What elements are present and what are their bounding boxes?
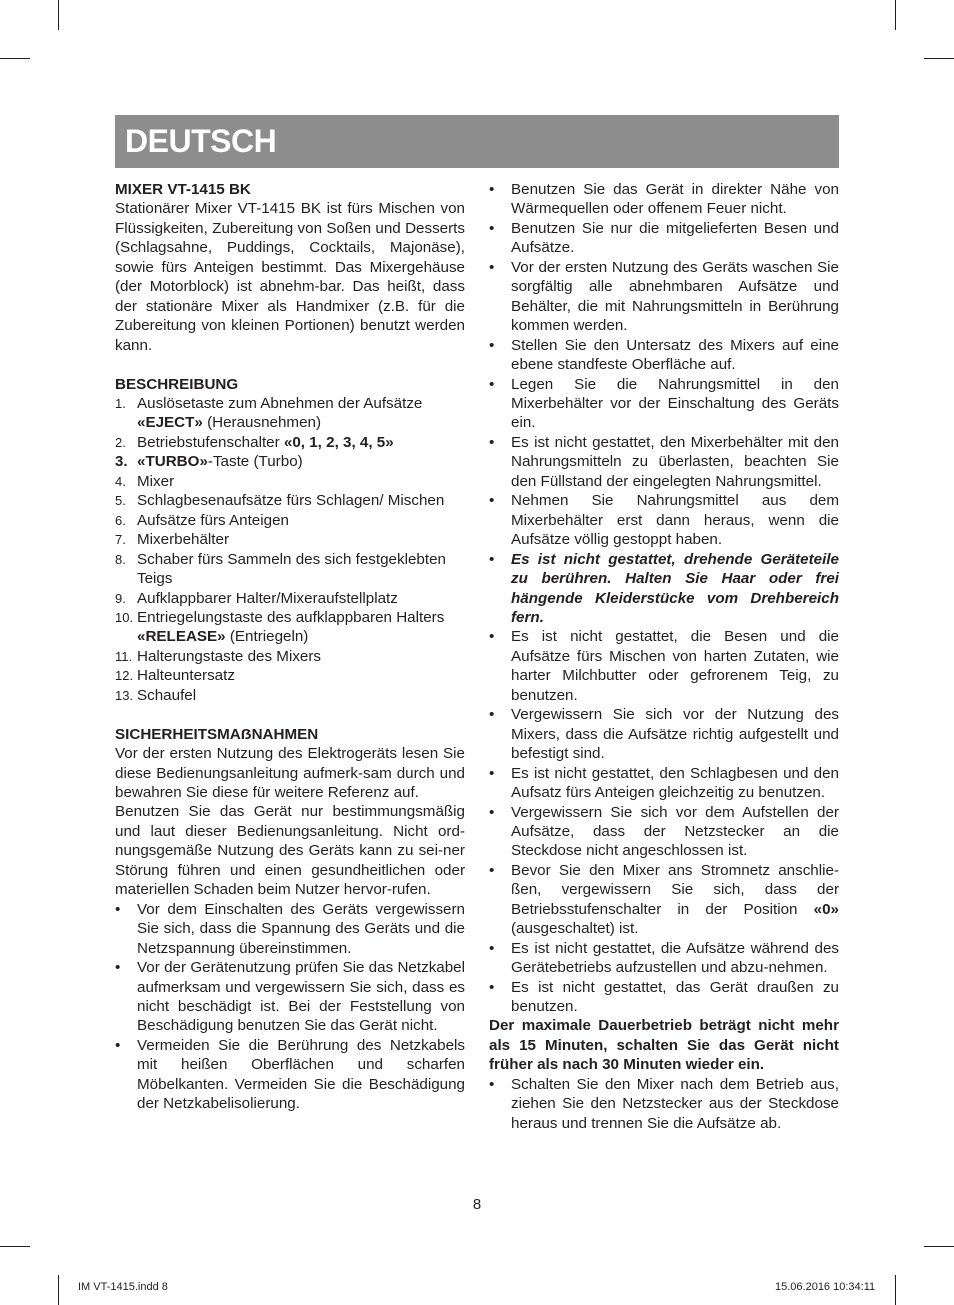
description-item bbox=[115, 666, 465, 685]
bullet-text: Stellen Sie den Untersatz des Mixers auf eine ebene standfeste Oberfläche auf. bbox=[511, 336, 839, 374]
item-number: 1. bbox=[115, 395, 126, 411]
page-title: DEUTSCH bbox=[125, 123, 277, 159]
bullet-marker: • bbox=[489, 764, 495, 782]
footer-datetime: 15.06.2016 10:34:11 bbox=[775, 1281, 876, 1293]
item-text: Betriebstufenschalter bbox=[137, 433, 284, 451]
safety-heading: SICHERHEITSMAẞNAHMEN bbox=[115, 725, 319, 743]
bullet-item bbox=[115, 900, 465, 958]
description-item bbox=[115, 530, 465, 549]
safety-paragraph: Vor der ersten Nutzung des Elektrogeräts lesen Sie diese Bedienungsanleitung aufmerk-sam durch und bewahren Sie diese für weitere Referenz auf. bbox=[115, 745, 465, 802]
bullet-marker: • bbox=[489, 336, 495, 354]
item-text: -Taste (Turbo) bbox=[207, 453, 303, 471]
bullet-text: Es ist nicht gestattet, die Besen und die Aufsätze fürs Mischen von harten Zutaten, wie harter Milchbutter oder gefrorenem Teig, zu benutzen. bbox=[511, 628, 839, 704]
item-label: «RELEASE» bbox=[137, 628, 226, 646]
description-item bbox=[115, 472, 465, 491]
bullet-marker: • bbox=[489, 433, 495, 451]
description-item bbox=[115, 608, 465, 647]
description-item bbox=[115, 589, 465, 608]
description-item bbox=[115, 394, 465, 433]
bullet-text: Vergewissern Sie sich vor dem Aufstellen der Aufsätze, dass der Netzstecker an die Steckdose nicht angeschlossen ist. bbox=[511, 803, 839, 860]
bullet-marker: • bbox=[489, 258, 495, 276]
safety-paragraph: Benutzen Sie das Gerät nur bestimmungsmäßig und laut dieser Bedienungsanleitung. Nicht ord-nungsgemäße Nutzung des Geräts kann zu sei-ner Störung führen und einen gesundheitlichen oder materiellen Schaden beim Nutzer hervor-rufen. bbox=[115, 803, 465, 899]
bullet-item bbox=[489, 803, 839, 861]
item-number: 13. bbox=[115, 687, 134, 703]
item-label: «TURBO» bbox=[137, 453, 208, 471]
safety-list bbox=[489, 1075, 839, 1133]
item-text: Mixer bbox=[137, 472, 175, 490]
item-text: Schlagbesenaufsätze fürs Schlagen/ Mischen bbox=[137, 492, 445, 510]
item-text: Aufklappbarer Halter/Mixeraufstellplatz bbox=[137, 589, 398, 607]
bullet-text: Es ist nicht gestattet, das Gerät draußen zu benutzen. bbox=[511, 978, 839, 1016]
bullet-marker: • bbox=[489, 706, 495, 724]
bullet-marker: • bbox=[489, 628, 495, 646]
item-number: 5. bbox=[115, 493, 126, 509]
bullet-item bbox=[489, 258, 839, 336]
item-number: 8. bbox=[115, 551, 126, 567]
page-number: 8 bbox=[472, 1196, 482, 1213]
description-item bbox=[115, 433, 465, 452]
item-text: Schaber fürs Sammeln des sich festgeklebten Teigs bbox=[137, 550, 446, 588]
safety-list bbox=[115, 900, 465, 1114]
item-text: (Entriegeln) bbox=[225, 628, 309, 646]
bullet-item bbox=[489, 491, 839, 549]
item-text: Schaufel bbox=[137, 686, 197, 704]
bullet-text: Legen Sie die Nahrungsmittel in den Mixerbehälter vor der Einschaltung des Geräts ein. bbox=[511, 375, 839, 432]
item-text: Entriegelungstaste des aufklappbaren Halters bbox=[137, 608, 445, 626]
item-number: 2. bbox=[115, 434, 126, 450]
item-number: 9. bbox=[115, 590, 126, 606]
bullet-item bbox=[489, 550, 839, 628]
item-text: Aufsätze fürs Anteigen bbox=[137, 511, 289, 529]
right-column bbox=[489, 180, 839, 1133]
description-item bbox=[115, 686, 465, 705]
bullet-text: Vor der Gerätenutzung prüfen Sie das Netzkabel aufmerksam und vergewissern Sie sich, dass es nicht beschädigt ist. Bei der Feststellung von Beschädigung benutzen Sie das Gerät nicht. bbox=[137, 959, 465, 1035]
bullet-text: Vor der ersten Nutzung des Geräts waschen Sie sorgfältig alle abnehmbaren Aufsätze und Behälter, die mit Nahrungsmitteln in Berührung kommen werden. bbox=[511, 258, 839, 335]
left-column bbox=[115, 180, 465, 1114]
bullet-text: Es ist nicht gestattet, den Schlagbesen und den Aufsatz fürs Anteigen gleichzeitig zu benutzen. bbox=[511, 764, 839, 802]
bullet-text: Vermeiden Sie die Berührung des Netzkabels mit heißen Oberflächen und scharfen Möbelkanten. Vermeiden Sie die Beschädigung der Netzkabelisolierung. bbox=[137, 1036, 465, 1113]
crop-mark bbox=[895, 1275, 896, 1305]
bullet-text: Benutzen Sie nur die mitgelieferten Besen und Aufsätze. bbox=[511, 219, 839, 257]
item-text: (Herausnehmen) bbox=[202, 414, 322, 432]
bullet-item bbox=[489, 627, 839, 705]
bullet-text: Es ist nicht gestattet, drehende Geräteteile zu berühren. Halten Sie Haar oder frei hängende Kleiderstücke vom Drehbereich fern. bbox=[511, 550, 839, 626]
item-label: «0, 1, 2, 3, 4, 5» bbox=[283, 433, 394, 451]
bullet-text: Es ist nicht gestattet, die Aufsätze während des Gerätebetriebs aufzustellen und abzu-nehmen. bbox=[511, 939, 839, 977]
bullet-item bbox=[115, 1036, 465, 1114]
bullet-item bbox=[489, 939, 839, 978]
item-number: 4. bbox=[115, 473, 126, 489]
bullet-item bbox=[489, 433, 839, 491]
bullet-item bbox=[489, 180, 839, 219]
bullet-text: Es ist nicht gestattet, den Mixerbehälter mit den Nahrungsmitteln zu überlasten, beachten Sie den Füllstand der eingelegten Nahrungsmittel. bbox=[511, 433, 839, 490]
bullet-item bbox=[489, 1075, 839, 1133]
bullet-item bbox=[489, 764, 839, 803]
crop-mark bbox=[58, 0, 59, 30]
bullet-marker: • bbox=[489, 219, 495, 237]
bullet-item bbox=[489, 375, 839, 433]
bullet-marker: • bbox=[489, 492, 495, 510]
item-text: Auslösetaste zum Abnehmen der Aufsätze bbox=[137, 394, 423, 412]
footer-file: IM VT-1415.indd 8 bbox=[78, 1281, 168, 1293]
bullet-marker: • bbox=[115, 959, 121, 977]
product-heading: MIXER VT-1415 BK bbox=[115, 181, 251, 198]
bullet-text: Vergewissern Sie sich vor der Nutzung des Mixers, dass die Aufsätze richtig aufgestellt und befestigt sind. bbox=[511, 706, 839, 763]
language-banner bbox=[115, 115, 839, 168]
bullet-marker: • bbox=[115, 1036, 121, 1054]
crop-mark bbox=[58, 1275, 59, 1305]
description-item bbox=[115, 511, 465, 530]
crop-mark bbox=[0, 1246, 30, 1247]
crop-mark bbox=[924, 58, 954, 59]
description-item bbox=[115, 491, 465, 510]
bullet-item bbox=[489, 978, 839, 1017]
item-number: 3. bbox=[115, 453, 128, 471]
bullet-text: Nehmen Sie Nahrungsmittel aus dem Mixerbehälter erst dann heraus, wenn die Aufsätze völlig gestoppt haben. bbox=[511, 492, 839, 549]
description-item bbox=[115, 647, 465, 666]
bullet-marker: • bbox=[489, 861, 495, 879]
bullet-marker: • bbox=[489, 181, 495, 198]
description-item bbox=[115, 452, 465, 471]
bullet-item bbox=[489, 219, 839, 258]
description-heading: BESCHREIBUNG bbox=[115, 375, 239, 393]
crop-mark bbox=[924, 1246, 954, 1247]
bullet-marker: • bbox=[489, 375, 495, 393]
bullet-text: Schalten Sie den Mixer nach dem Betrieb aus, ziehen Sie den Netzstecker aus der Steckdose heraus und trennen Sie die Aufsätze ab. bbox=[511, 1075, 839, 1132]
item-number: 6. bbox=[115, 512, 126, 528]
item-number: 10. bbox=[115, 609, 134, 625]
bullet-item bbox=[115, 958, 465, 1036]
bullet-marker: • bbox=[489, 803, 495, 821]
item-number: 11. bbox=[115, 648, 133, 664]
bullet-marker: • bbox=[489, 550, 495, 568]
description-list bbox=[115, 394, 465, 705]
bullet-item bbox=[489, 861, 839, 939]
operation-warning: Der maximale Dauerbetrieb beträgt nicht mehr als 15 Minuten, schalten Sie das Gerät nicht früher als nach 30 Minuten wieder ein. bbox=[489, 1017, 839, 1074]
item-number: 12. bbox=[115, 668, 134, 684]
crop-mark bbox=[895, 0, 896, 30]
item-text: Halterungstaste des Mixers bbox=[137, 647, 322, 665]
safety-list bbox=[489, 180, 839, 1016]
item-number: 7. bbox=[115, 532, 126, 548]
bullet-text: Vor dem Einschalten des Geräts vergewissern Sie sich, dass die Spannung des Geräts und die Netzspannung übereinstimmen. bbox=[137, 900, 465, 957]
bullet-item bbox=[489, 705, 839, 763]
bullet-marker: • bbox=[489, 1075, 495, 1093]
product-intro: Stationärer Mixer VT-1415 BK ist fürs Mischen von Flüssigkeiten, Zubereitung von Soßen und Desserts (Schlagsahne, Puddings, Cocktails, Majonäse), sowie fürs Anteigen bestimmt. Das Mixergehäuse (der Motorblock) ist abnehm-bar. Das heißt, dass der stationäre Mixer als Handmixer (z.B. für die Zubereitung von kleinen Portionen) benutzt werden kann. bbox=[115, 200, 465, 354]
crop-mark bbox=[0, 58, 30, 59]
bullet-marker: • bbox=[489, 939, 495, 957]
item-label: «EJECT» bbox=[137, 414, 203, 432]
bullet-text: Benutzen Sie das Gerät in direkter Nähe von Wärmequellen oder offenem Feuer nicht. bbox=[511, 181, 839, 218]
bullet-marker: • bbox=[115, 900, 121, 918]
bullet-item bbox=[489, 336, 839, 375]
bullet-label: «0» bbox=[813, 900, 839, 918]
bullet-text: Bevor Sie den Mixer ans Stromnetz anschlie-ßen, vergewissern Sie sich, dass der Betriebsstufenschalter in der Position bbox=[511, 861, 839, 918]
item-text: Halteuntersatz bbox=[137, 667, 235, 685]
bullet-marker: • bbox=[489, 978, 495, 996]
description-item bbox=[115, 550, 465, 589]
item-text: Mixerbehälter bbox=[137, 531, 230, 549]
bullet-text: (ausgeschaltet) ist. bbox=[511, 920, 639, 938]
